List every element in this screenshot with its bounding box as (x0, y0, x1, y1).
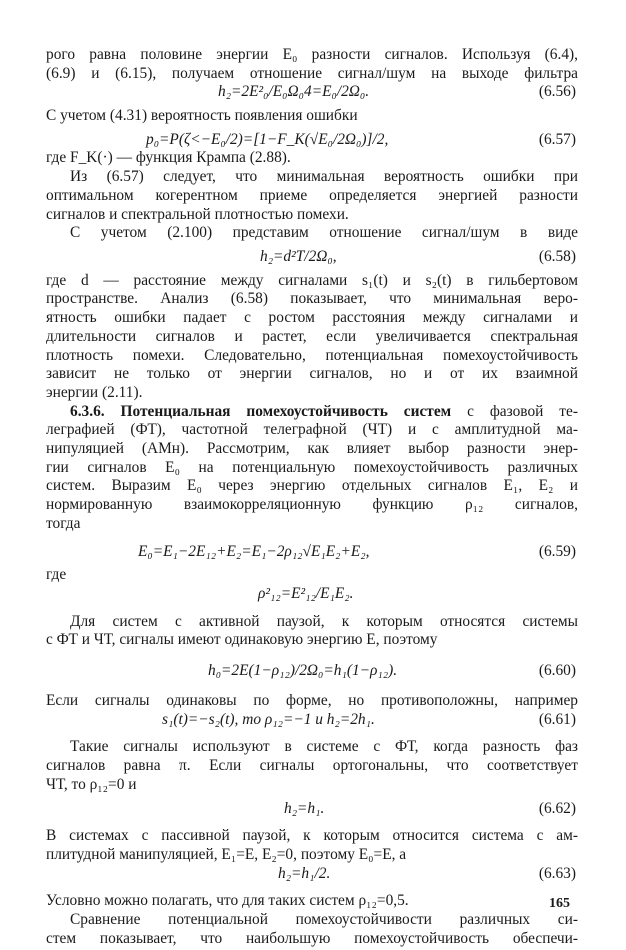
text-line: (6.9) и (6.15), получаем отношение сигнал/шум на выходе фильтра (46, 64, 578, 82)
text-line: с ФТ и ЧТ, сигналы имеют одинаковую энергию E, поэтому (46, 631, 438, 649)
equation-number: (6.60) (538, 662, 576, 680)
text-line: нипуляцией (АМн). Рассмотрим, как влияет выбор разности энер- (46, 440, 578, 458)
text-line: рого равна половине энергии E₀ разности сигналов. Используя (6.4), (46, 46, 578, 63)
text-line: ЧТ, то ρ₁₂=0 и (46, 775, 137, 793)
text-line: оптимальном когерентном приеме определяется энергией разности (46, 186, 578, 204)
text-line: С учетом (2.100) представим отношение сигнал/шум в виде (70, 224, 578, 242)
text-fragment: с фазовой те- (467, 402, 578, 420)
equation-6-63 (46, 865, 578, 884)
text-line: Если сигналы одинаковы по форме, но противоположны, например (46, 692, 578, 710)
text-line: тогда (46, 514, 81, 532)
text-line: где (46, 566, 67, 584)
equation-number: (6.57) (538, 130, 576, 148)
section-heading: 6.3.6. Потенциальная помехоустойчивость систем (70, 402, 452, 420)
equation-formula: h₀=2E(1−ρ₁₂)/2Ω₀=h₁(1−ρ₁₂). (208, 662, 398, 680)
equation-number: (6.59) (538, 542, 576, 560)
text-line: Для систем с активной паузой, к которым относятся системы (70, 612, 578, 630)
text-line: где F_K(·) — функция Крампа (2.88). (46, 149, 291, 167)
text-line: ятность ошибки падает с ростом расстояния между сигналами и (46, 309, 578, 327)
text-line: С учетом (4.31) вероятность появления ошибки (46, 107, 358, 125)
equation-formula: ρ²₁₂=E²₁₂/E₁E₂. (258, 584, 354, 602)
equation-6-60 (46, 652, 578, 690)
equation-formula: s₁(t)=−s₂(t), то ρ₁₂=−1 и h₂=2h₁. (162, 710, 375, 728)
equation-formula: h₂=2E²₀/E₀Ω₀4=E₀/2Ω₀. (218, 83, 370, 101)
equation-6-62 (46, 800, 578, 819)
text-line: гии сигналов E₀ на потенциальную помехоустойчивость различных (46, 458, 578, 476)
text-line: леграфией (ФТ), частотной телеграфной (ЧТ) и с амплитудной ма- (46, 421, 578, 439)
section-heading-line (46, 403, 578, 422)
equation-formula: h₂=h₁/2. (278, 864, 331, 882)
equation-6-58 (46, 248, 578, 267)
equation-formula: h₂=d²T/2Ω₀, (260, 248, 337, 265)
equation-formula: E₀=E₁−2E₁₂+E₂=E₁−2ρ₁₂√E₁E₂+E₂, (138, 542, 370, 560)
text-line: длительности сигналов и растет, если увеличивается спектральная (46, 327, 578, 345)
equation-6-56 (46, 83, 578, 102)
equation-6-57 (46, 131, 578, 150)
equation-6-61 (46, 711, 578, 730)
text-line: плитудной манипуляцией, E₁=E, E₂=0, поэтому E₀=E, а (46, 845, 407, 863)
equation-number: (6.62) (538, 799, 576, 817)
text-line: энергии (2.11). (46, 383, 143, 401)
equation-number: (6.58) (538, 248, 576, 265)
text-line: где d — расстояние между сигналами s₁(t) и s₂(t) в гильбертовом (46, 271, 578, 289)
equation-number: (6.61) (538, 710, 576, 728)
text-line: Сравнение потенциальной помехоустойчивости различных си- (70, 911, 578, 928)
page-number: 165 (549, 896, 570, 911)
text-line: стем показывает, что наибольшую помехоустойчивость обеспечи- (46, 929, 578, 947)
text-line: систем. Выразим E₀ через энергию отдельных сигналов E₁, E₂ и (46, 477, 578, 495)
equation-formula: h₂=h₁. (284, 799, 325, 817)
equation-formula: p₀=P(ζ<−E₀/2)=[1−F_K(√E₀/2Ω₀)]/2, (146, 130, 389, 148)
text-line: Условно можно полагать, что для таких систем ρ₁₂=0,5. (46, 892, 409, 910)
text-line: пространстве. Анализ (6.58) показывает, что минимальная веро- (46, 290, 578, 308)
text-line: плотность помехи. Следовательно, потенциальная помехоустойчивость (46, 346, 578, 364)
text-line: Такие сигналы используют в системе с ФТ, когда разность фаз (70, 738, 578, 756)
equation-number: (6.63) (538, 864, 576, 882)
text-line: зависит не только от энергии сигналов, но и от их взаимной (46, 365, 578, 383)
text-line: Из (6.57) следует, что минимальная вероятность ошибки при (70, 168, 578, 186)
equation-6-59 (46, 543, 578, 562)
text-line: сигналов равна π. Если сигналы ортогональны, что соответствует (46, 757, 578, 775)
equation-number: (6.56) (538, 83, 576, 101)
text-line: сигналов и спектральной плотностью помехи. (46, 205, 349, 223)
text-line: нормированную взаимокорреляционную функцию ρ₁₂ сигналов, (46, 496, 578, 514)
equation-6-59-cont (46, 585, 578, 604)
text-line: В системах с пассивной паузой, к которым относится система с ам- (46, 827, 578, 845)
